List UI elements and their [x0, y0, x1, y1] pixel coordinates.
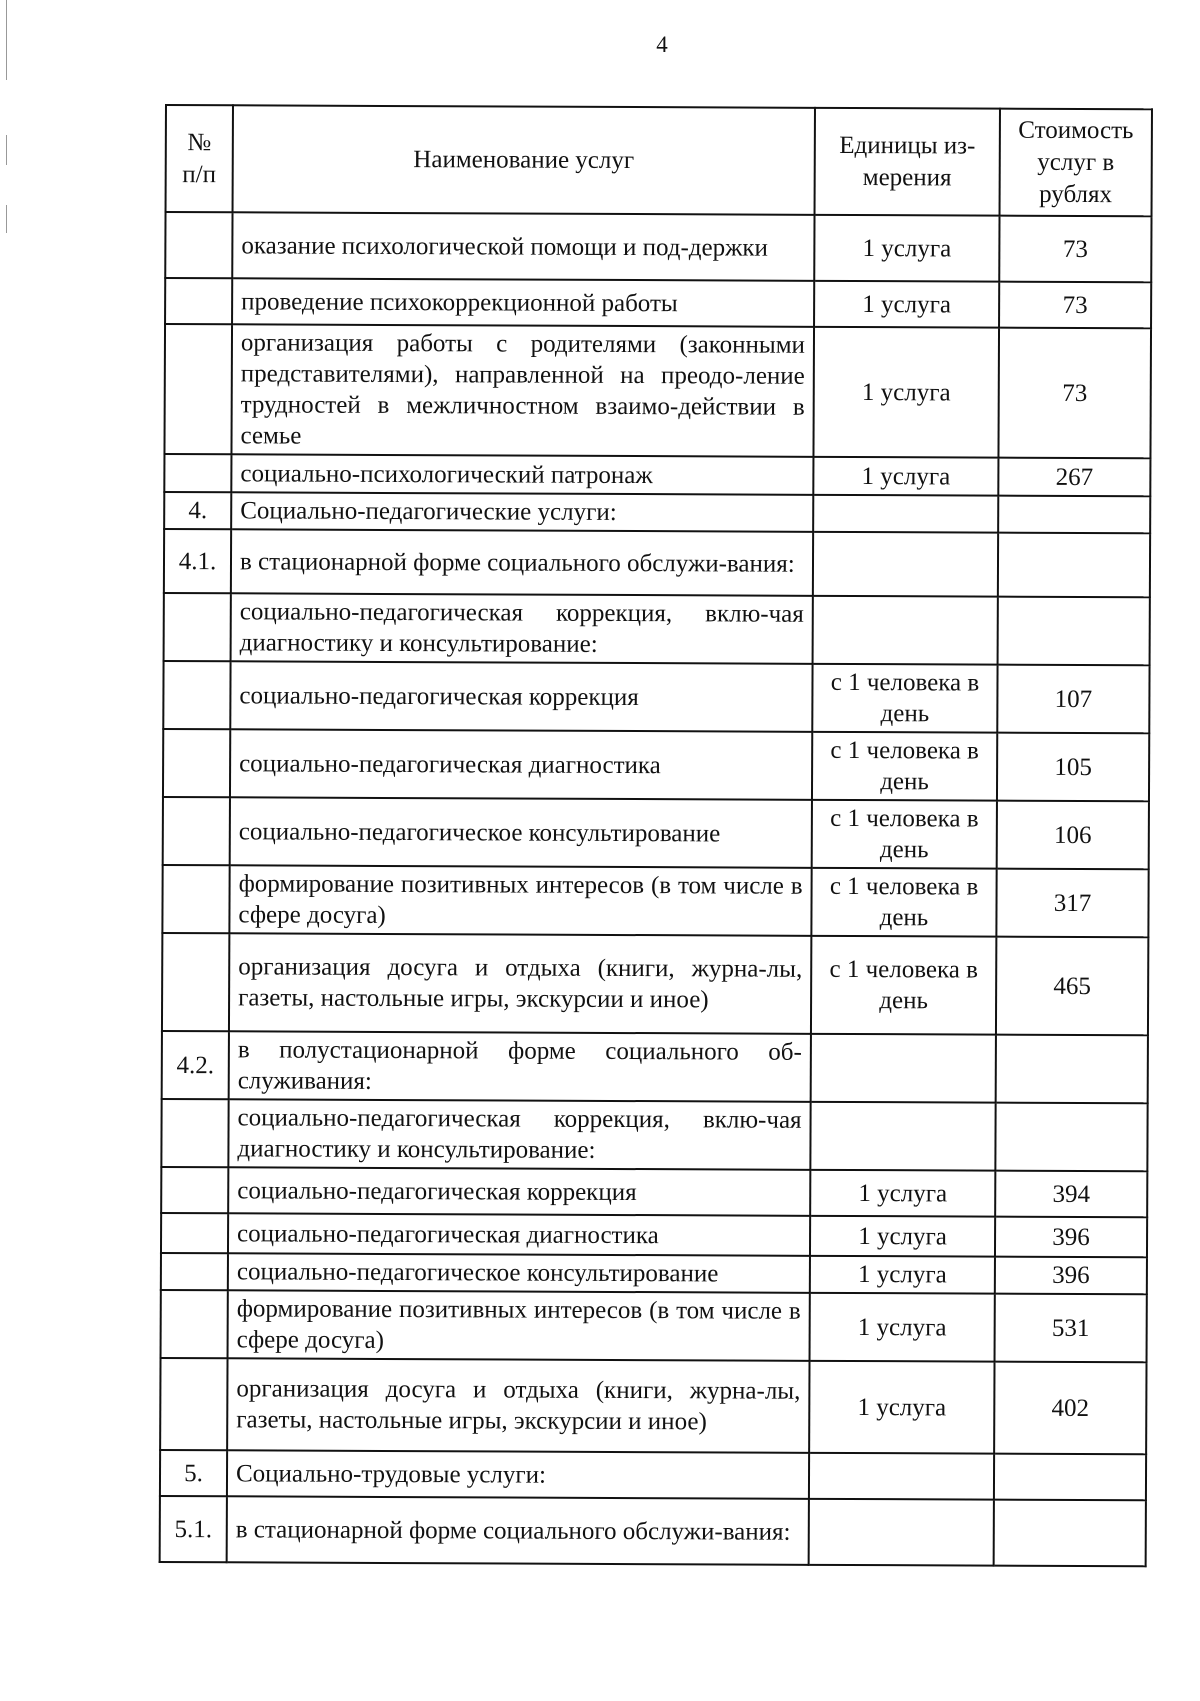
unit-of-measure: [813, 532, 998, 597]
row-number: [163, 729, 230, 797]
table-row: [162, 865, 1148, 937]
row-number: [163, 661, 230, 729]
unit-of-measure: [809, 1499, 994, 1566]
scan-edge-mark: [6, 135, 7, 165]
row-number: [161, 1167, 228, 1213]
service-name: социально-педагогическая диагностика: [230, 729, 812, 800]
service-cost: 465: [996, 937, 1148, 1036]
service-name: Социально-педагогические услуги:: [231, 492, 813, 532]
unit-of-measure: [813, 495, 998, 533]
service-cost: [998, 533, 1150, 598]
table-row: [161, 1253, 1147, 1294]
service-cost: 531: [995, 1294, 1147, 1363]
unit-of-measure: 1 услуга: [814, 281, 999, 328]
table-row: [162, 1031, 1148, 1103]
service-cost: 107: [997, 665, 1149, 734]
service-cost: 73: [998, 328, 1151, 459]
service-name: социально-педагогическая коррекция, вклю-чая диагностику и консультирование:: [228, 1099, 810, 1170]
row-number: [163, 797, 230, 865]
service-cost: [998, 597, 1150, 666]
service-cost: 317: [996, 869, 1148, 938]
table-row: [161, 1290, 1147, 1362]
table-row: [163, 661, 1149, 733]
service-name: социально-педагогическая диагностика: [228, 1213, 810, 1256]
unit-of-measure: с 1 человека в день: [812, 664, 997, 733]
row-number: [164, 454, 231, 492]
row-number: [164, 324, 232, 454]
unit-of-measure: 1 услуга: [809, 1361, 994, 1454]
unit-of-measure: с 1 человека в день: [811, 868, 996, 937]
service-cost: [996, 1035, 1148, 1104]
service-name: социально-педагогическое консультирование: [228, 1253, 810, 1293]
service-name: проведение психокоррекционной работы: [232, 278, 814, 327]
unit-of-measure: 1 услуга: [810, 1170, 995, 1217]
service-name: организация работы с родителями (законными представителями), направленной на преодо-ление трудностей в межличностном взаимо-действии в семье: [231, 324, 814, 457]
service-cost: [998, 496, 1150, 534]
row-number: [161, 1290, 228, 1358]
unit-of-measure: с 1 человека в день: [812, 800, 997, 869]
service-cost: 73: [999, 282, 1151, 329]
row-number: 4.: [164, 492, 231, 529]
service-cost: 394: [995, 1171, 1147, 1218]
table-row: [163, 797, 1149, 869]
service-cost: [994, 1454, 1146, 1501]
header-name: Наименование услуг: [233, 105, 815, 215]
service-cost: [995, 1103, 1147, 1172]
service-name: оказание психологической помощи и под-держки: [232, 212, 814, 281]
service-cost: 267: [998, 458, 1150, 497]
service-name: социально-педагогическое консультирование: [230, 797, 812, 868]
row-number: 4.2.: [162, 1031, 229, 1099]
row-number: [161, 1099, 228, 1167]
page-number: 4: [656, 32, 668, 57]
table-row: [163, 729, 1149, 801]
service-cost: 106: [997, 801, 1149, 870]
scan-edge-mark: [6, 205, 7, 233]
row-number: 4.1.: [164, 529, 231, 593]
service-name: формирование позитивных интересов (в том числе в сфере досуга): [229, 865, 811, 936]
header-number: № п/п: [166, 105, 233, 212]
row-number: 5.1.: [160, 1496, 227, 1562]
row-number: [164, 593, 231, 661]
service-name: социально-педагогическая коррекция: [230, 661, 812, 732]
table-row: [165, 212, 1151, 282]
table-row: [161, 1099, 1147, 1171]
unit-of-measure: с 1 человека в день: [811, 936, 996, 1035]
row-number: [161, 1213, 228, 1253]
table-row: [164, 593, 1150, 665]
unit-of-measure: с 1 человека в день: [812, 732, 997, 801]
table-row: [160, 1358, 1146, 1454]
unit-of-measure: [810, 1102, 995, 1171]
service-name: социально-педагогическая коррекция: [228, 1167, 810, 1216]
table-header-row: [166, 105, 1152, 216]
table-row: [164, 529, 1150, 597]
row-number: 5.: [160, 1450, 227, 1496]
table-body: [160, 212, 1152, 1566]
unit-of-measure: 1 услуга: [810, 1256, 995, 1294]
service-name: в полустационарной форме социального об-служивания:: [229, 1031, 811, 1102]
service-cost: 402: [994, 1362, 1146, 1455]
service-cost: [994, 1500, 1146, 1567]
service-name: организация досуга и отдыха (книги, журна-лы, газеты, настольные игры, экскурсии и иное): [227, 1358, 809, 1453]
table-row: [164, 454, 1150, 496]
row-number: [165, 212, 232, 278]
service-name: формирование позитивных интересов (в том числе в сфере досуга): [228, 1290, 810, 1361]
row-number: [162, 865, 229, 933]
table-row: [160, 1496, 1146, 1566]
unit-of-measure: [813, 596, 998, 665]
row-number: [165, 278, 232, 324]
table-row: [160, 1450, 1146, 1500]
service-cost: 73: [999, 216, 1151, 283]
service-name: социально-педагогическая коррекция, вклю-чая диагностику и консультирование:: [231, 593, 813, 664]
table-row: [161, 1213, 1147, 1257]
service-name: Социально-трудовые услуги:: [227, 1450, 809, 1499]
table-row: [161, 1167, 1147, 1217]
header-cost: Стоимость услуг в рублях: [1000, 109, 1152, 217]
service-name: организация досуга и отдыха (книги, журна-лы, газеты, настольные игры, экскурсии и иное): [229, 933, 811, 1034]
service-name: в стационарной форме социального обслужи-вания:: [231, 529, 813, 596]
unit-of-measure: 1 услуга: [813, 457, 998, 496]
table-row: [162, 933, 1148, 1035]
unit-of-measure: 1 услуга: [810, 1293, 995, 1362]
header-unit: Единицы из-мерения: [815, 108, 1000, 216]
row-number: [161, 1253, 228, 1290]
service-cost: 396: [995, 1257, 1147, 1295]
table-row: [164, 324, 1151, 458]
unit-of-measure: 1 услуга: [810, 1216, 995, 1257]
unit-of-measure: [811, 1034, 996, 1103]
service-name: социально-психологический патронаж: [231, 454, 813, 495]
service-name: в стационарной форме социального обслужи-вания:: [227, 1496, 809, 1565]
services-price-table: [159, 104, 1153, 1567]
table-row: [165, 278, 1151, 328]
table-row: [164, 492, 1150, 533]
service-cost: 396: [995, 1217, 1147, 1258]
unit-of-measure: [809, 1453, 994, 1500]
scan-edge-mark: [6, 0, 7, 80]
service-cost: 105: [997, 733, 1149, 802]
row-number: [162, 933, 229, 1031]
unit-of-measure: 1 услуга: [814, 215, 999, 282]
unit-of-measure: 1 услуга: [813, 327, 999, 458]
row-number: [160, 1358, 227, 1450]
